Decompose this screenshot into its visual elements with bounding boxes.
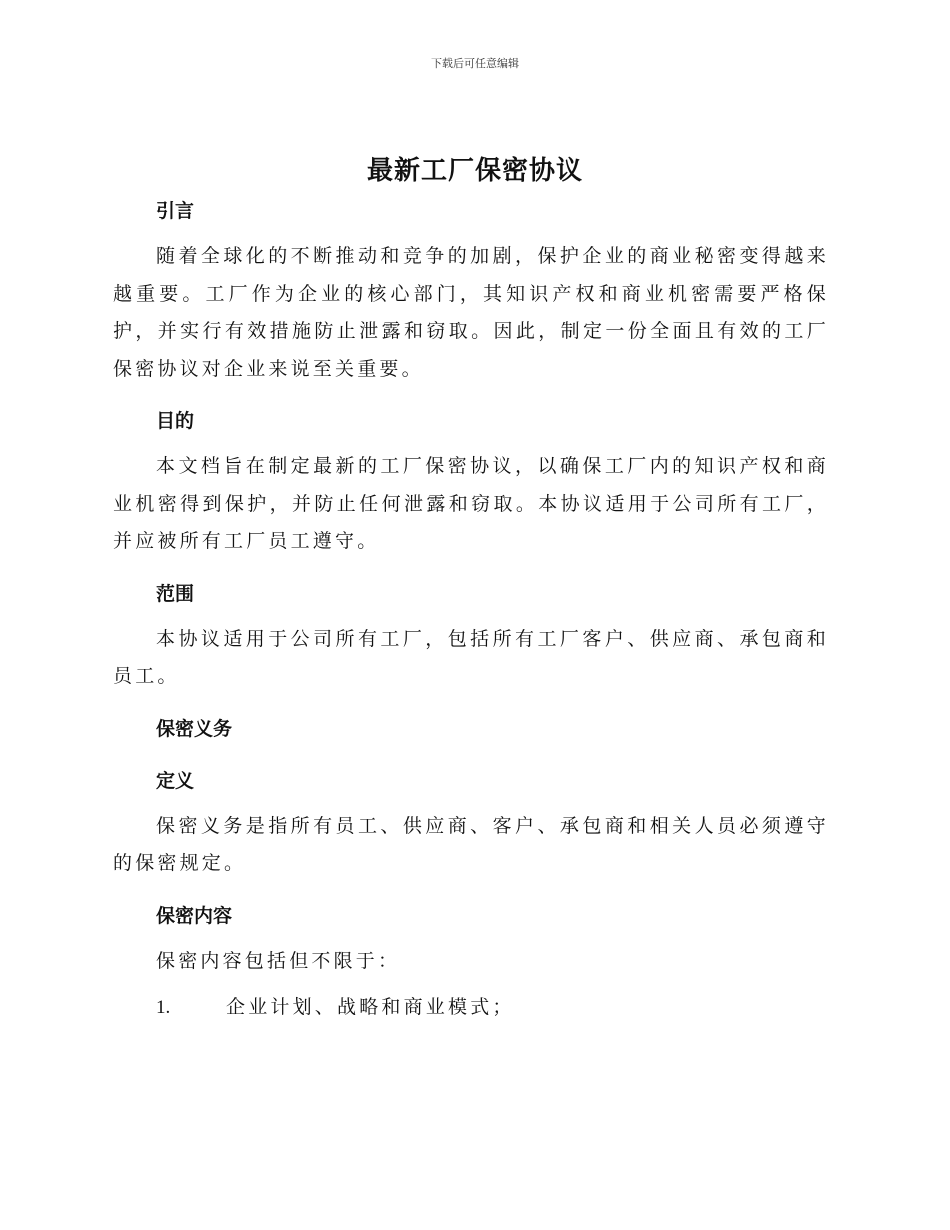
document-body — [113, 192, 829, 1027]
document-title: 最新工厂保密协议 — [366, 156, 583, 186]
paragraph-intro: 随着全球化的不断推动和竞争的加剧，保护企业的商业秘密变得越来越重要。工厂作为企业的核心部门，其知识产权和商业机密需要严格保护，并实行有效措施防止泄露和窃取。因此，制定一份全面且有效的工厂保密协议对企业来说至关重要。 — [113, 245, 829, 380]
paragraph-purpose: 本文档旨在制定最新的工厂保密协议，以确保工厂内的知识产权和商业机密得到保护，并防止任何泄露和窃取。本协议适用于公司所有工厂，并应被所有工厂员工遵守。 — [113, 455, 829, 552]
list-item-text: 企业计划、战略和商业模式； — [226, 996, 515, 1018]
header-note: 下载后可任意编辑 — [431, 57, 519, 70]
section-heading-definition: 定义 — [156, 769, 195, 792]
paragraph-definition: 保密义务是指所有员工、供应商、客户、承包商和相关人员必须遵守的保密规定。 — [113, 814, 829, 874]
section-heading-intro: 引言 — [156, 200, 195, 222]
section-heading-duty: 保密义务 — [156, 717, 233, 740]
list-item-number: 1. — [156, 997, 171, 1018]
section-heading-purpose: 目的 — [156, 410, 195, 432]
list-item — [113, 988, 829, 1027]
paragraph-content: 保密内容包括但不限于： — [156, 949, 401, 972]
paragraph-scope: 本协议适用于公司所有工厂，包括所有工厂客户、供应商、承包商和员工。 — [113, 627, 829, 687]
section-heading-scope: 范围 — [156, 582, 195, 605]
section-heading-content: 保密内容 — [156, 904, 233, 927]
